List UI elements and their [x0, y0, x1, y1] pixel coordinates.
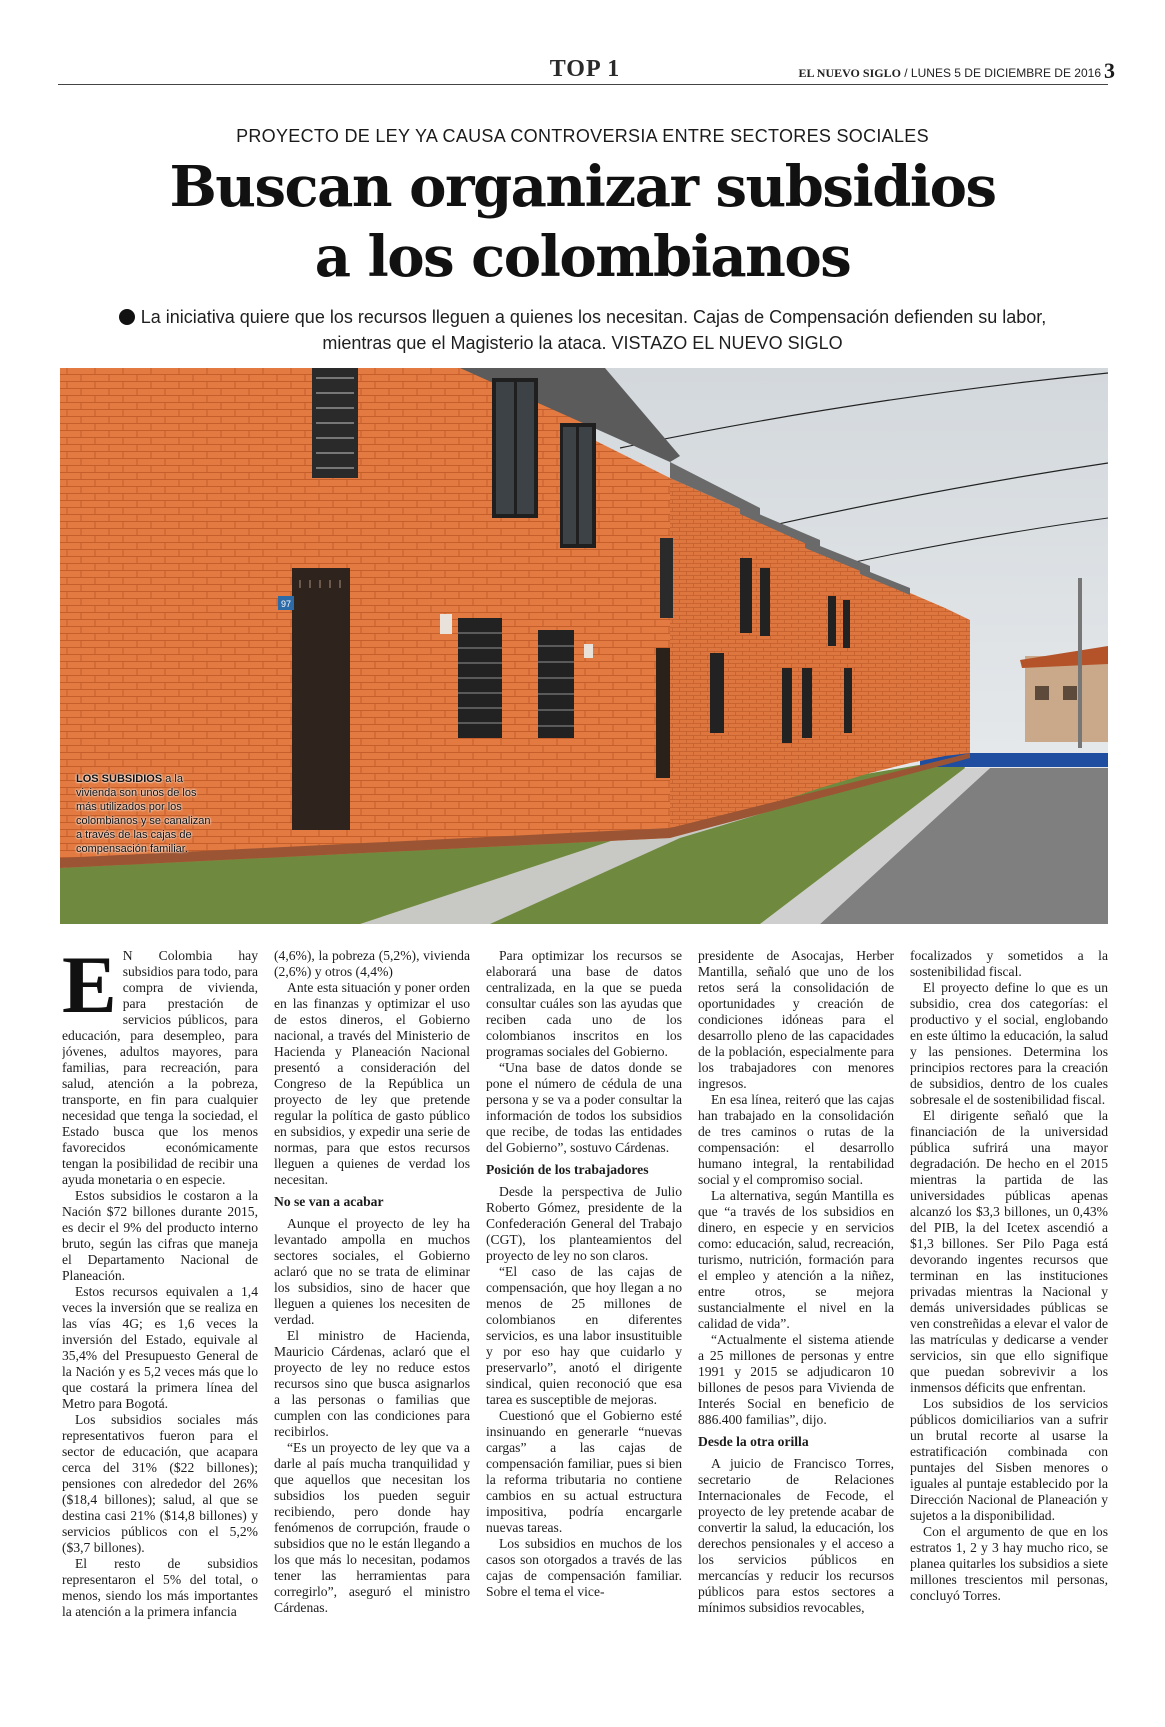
paragraph: N Colombia hay subsidios para todo, para compra de vivienda, para prestación de servicios públicos, para educación, para desempleo, para jóvenes, adultos mayores, para familias, para recreación, para salud, atención a la pobreza, transporte, en fin para cualquier necesidad que tenga la sociedad, el Estado busca que los menos favorecidos económicamente tengan la posibilidad de recibir una ayuda monetaria o en especie. — [62, 948, 258, 1187]
paragraph: Cuestionó que el Gobierno esté insinuando en generarle “nuevas cargas” a las cajas de compensación familiar, pues si bien la reforma tributaria no contiene cambios en su actual estructura impositiva, podría encargarle nuevas tareas. — [486, 1408, 682, 1535]
article-column-2 — [274, 948, 470, 1706]
photo-caption — [76, 772, 216, 856]
paragraph: focalizados y sometidos a la sostenibilidad fiscal. — [910, 948, 1108, 979]
paragraph: Los subsidios sociales más representativos fueron para el sector de educación, que acapara cerca del 31% ($22 billones); pensiones con alrededor del 26% ($18,4 billones); salud, al que se destina casi 21% ($14,8 billones) y servicios públicos con el 5,2% ($3,7 billones). — [62, 1412, 258, 1555]
headline — [60, 152, 1105, 292]
header-rule — [58, 84, 1108, 85]
paragraph: Para optimizar los recursos se elaborará una base de datos centralizada, en la que se pueda consultar cuáles son las ayudas que reciben cada uno de los colombianos inscritos en los programas sociales del Gobierno. — [486, 948, 682, 1059]
caption-lead: LOS SUBSIDIOS — [76, 773, 163, 785]
paragraph: El proyecto define lo que es un subsidio, crea dos categorías: el productivo y el social, englobando en este último la educación, la salud y las pensiones. Determina los principios rectores para la creación de subsidios, dentro de los cuales sobresale el de sostenibilidad fiscal. — [910, 980, 1108, 1107]
paragraph: Aunque el proyecto de ley ha levantado ampolla en muchos sectores sociales, el Gobierno aclaró que no se trata de eliminar los subsidios, sino de hacer que lleguen a quienes los necesiten de verdad. — [274, 1216, 470, 1327]
paragraph: La alternativa, según Mantilla es que “a través de los subsidios en dinero, en especie y en servicios como: educación, salud, recreación, turismo, nutrición, formación para el empleo y atención a la niñez, entre otros, se mejora sustancialmente el nivel en la calidad de vida”. — [698, 1188, 894, 1331]
paragraph: El resto de subsidios representaron el 5% del total, o menos, siendo los más importantes la atención a la primera infancia — [62, 1556, 258, 1619]
article-column-3 — [486, 948, 682, 1706]
paragraph: presidente de Asocajas, Herber Mantilla, señaló que uno de los retos será la consolidación de oportunidades y creación de condiciones idóneas para el desarrollo pleno de las capacidades de la población, especialmente para los trabajadores con menores ingresos. — [698, 948, 894, 1091]
paragraph: Estos recursos equivalen a 1,4 veces la inversión que se realiza en las vías 4G; es 1,6 veces la inversión del Estado, equivale al 35,4% del Presupuesto General de la Nación y es 5,2 veces más que lo que costará la primera línea del Metro para Bogotá. — [62, 1284, 258, 1411]
issue-date: / LUNES 5 DE DICIEMBRE DE 2016 — [904, 66, 1101, 80]
headline-line-1: Buscan organizar subsidios — [169, 154, 996, 220]
paragraph: “Actualmente el sistema atiende a 25 millones de personas y entre 1991 y 2015 se adjudicaron 10 billones de pesos para Vivienda de Interés Social en beneficio de 886.400 familias”, dijo. — [698, 1332, 894, 1427]
section-label: TOP 1 — [549, 56, 621, 82]
article-column-5 — [910, 948, 1108, 1706]
paragraph: “El caso de las cajas de compensación, que hoy llegan a no menos de 25 millones de colombianos en diferentes servicios, es una labor insustituible y por eso hay que cuidarlo y preservarlo”, anotó el dirigente sindical, quien reconoció que esa tarea es susceptible de mejoras. — [486, 1264, 682, 1407]
front-door — [292, 568, 350, 830]
headline-line-2: a los colombianos — [314, 224, 851, 290]
kicker: PROYECTO DE LEY YA CAUSA CONTROVERSIA ENTRE SECTORES SOCIALES — [236, 126, 929, 146]
caption-text: a la vivienda son unos de los más utilizados por los colombianos y se canalizan a través de las cajas de compensación familiar. — [76, 773, 211, 855]
house-number: 97 — [280, 599, 292, 609]
housing-photo-illustration — [60, 368, 1108, 924]
deck-line-2: mientras que el Magisterio la ataca. VISTAZO EL NUEVO SIGLO — [322, 333, 843, 353]
paper-info — [798, 66, 1101, 81]
paragraph: Desde la perspectiva de Julio Roberto Gómez, presidente de la Confederación General del Trabajo (CGT), los planteamientos del proyecto de ley no son claros. — [486, 1184, 682, 1263]
paragraph: En esa línea, reiteró que las cajas han trabajado en la consolidación de tres caminos o rutas de la compensación: el desarrollo humano integral, la rentabilidad social y el compromiso social. — [698, 1092, 894, 1187]
paragraph: El dirigente señaló que la financiación de la universidad pública sufrirá una mayor degradación. De hecho en el 2015 mientras la partida de las universidades públicas apenas alcanzó los $3,3 billones, un 0,43% del PIB, la del Icetex ascendió a $1,3 billones. Ser Pilo Paga está devorando ingentes recursos que terminan en las instituciones privadas mientras la Nacional y demás universidades públicas se ven constreñidas a elevar el valor de las matrículas y dedicarse a vender servicios, sin que ello signifique que puedan sobrevivir a los inmensos déficits que enfrentan. — [910, 1108, 1108, 1395]
paper-name: EL NUEVO SIGLO — [798, 66, 901, 80]
paragraph: “Una base de datos donde se pone el número de cédula de una persona y se va a poder consultar la información de todos los subsidios que recibe, de todas las entidades del Gobierno”, sostuvo Cárdenas. — [486, 1060, 682, 1155]
paragraph: “Es un proyecto de ley que va a darle al país mucha tranquilidad y que aquellos que necesitan los subsidios los pueden seguir recibiendo, pero donde hay fenómenos de corrupción, fraude o subsidios que no le están llegando a los que más lo necesitan, podamos tener las herramientas para corregirlo”, aseguró el ministro Cárdenas. — [274, 1440, 470, 1615]
paragraph: A juicio de Francisco Torres, secretario de Relaciones Internacionales de Fecode, el proyecto de ley pretende acabar de convertir la salud, la educación, los derechos pensionales y el acceso a los servicios públicos en mercancías y reducir los recursos públicos para estos sectores a mínimos subsidios revocables, — [698, 1456, 894, 1615]
page-number: 3 — [1104, 58, 1115, 83]
deck-line-1: La iniciativa quiere que los recursos lleguen a quienes los necesitan. Cajas de Compensación defienden su labor, — [140, 307, 1047, 327]
paragraph: Con el argumento de que en los estratos 1, 2 y 3 hay mucho rico, se planea quitarles los subsidios a siete millones trescientos mil personas, concluyó Torres. — [910, 1524, 1108, 1603]
paragraph: Ante esta situación y poner orden en las finanzas y optimizar el uso de estos dineros, el Gobierno nacional, a través del Ministerio de Hacienda y Planeación Nacional presentó a consideración del Congreso de la República un proyecto de ley que pretende regular la política de gasto público en subsidios, y expedir una serie de normas, para que estos recursos lleguen a quienes de verdad los necesitan. — [274, 980, 470, 1187]
drop-cap: E — [62, 948, 117, 1030]
paragraph: Estos subsidios le costaron a la Nación $72 billones durante 2015, es decir el 9% del producto interno bruto, según las cifras que maneja el Departamento Nacional de Planeación. — [62, 1188, 258, 1283]
paragraph: El ministro de Hacienda, Mauricio Cárdenas, aclaró que el proyecto de ley no reduce estos recursos sino que busca asignarlos a las personas o familias que cumplen con las condiciones para recibirlos. — [274, 1328, 470, 1439]
article-photo — [60, 368, 1108, 924]
bullet-icon — [119, 309, 135, 325]
paragraph: Los subsidios en muchos de los casos son otorgados a través de las cajas de compensación familiar. Sobre el tema el vice- — [486, 1536, 682, 1599]
subheading: No se van a acabar — [274, 1194, 384, 1209]
deck — [90, 304, 1075, 356]
subheading: Posición de los trabajadores — [486, 1162, 649, 1177]
paragraph: (4,6%), la pobreza (5,2%), vivienda (2,6%) y otros (4,4%) — [274, 948, 470, 979]
paragraph: Los subsidios de los servicios públicos domiciliarios van a sufrir un brutal recorte al usarse la estratificación combinada con puntajes del Sisben menores o iguales al puntaje establecido por la Dirección Nacional de Planeación y sujetos a la disponibilidad. — [910, 1396, 1108, 1523]
article-column-1 — [62, 948, 258, 1706]
subheading: Desde la otra orilla — [698, 1434, 809, 1449]
article-column-4 — [698, 948, 894, 1706]
